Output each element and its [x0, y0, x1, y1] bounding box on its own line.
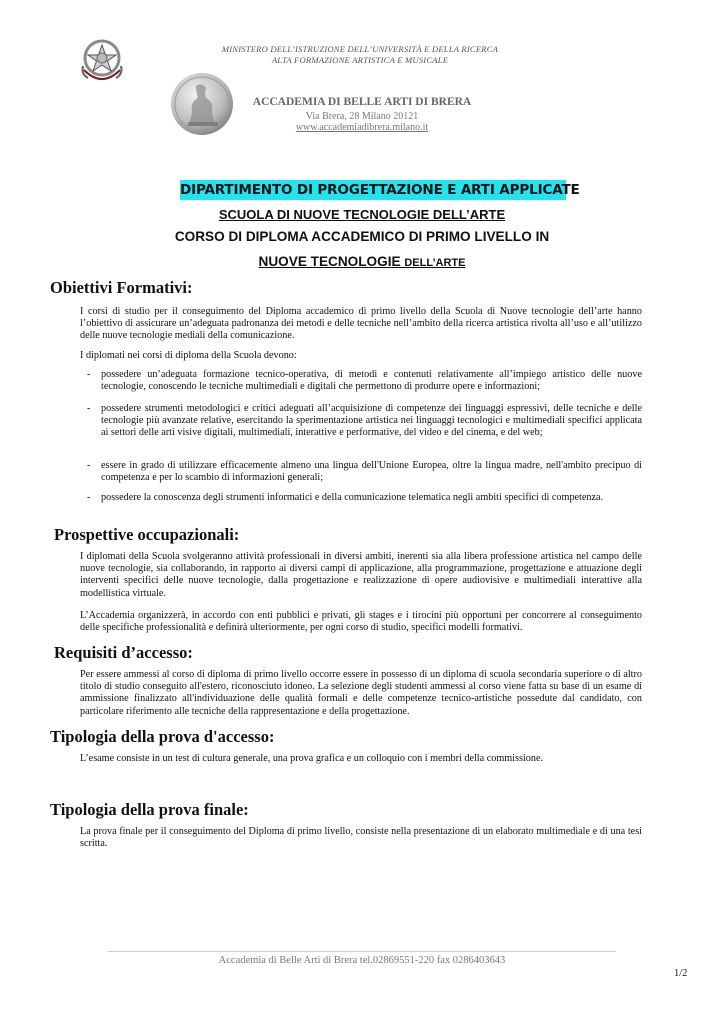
- heading-prova-finale: Tipologia della prova finale:: [50, 800, 249, 819]
- page-number: 1/2: [674, 968, 688, 979]
- prova-finale-paragraph: La prova finale per il conseguimento del Diploma di primo livello, consiste nella presentazione di un elaborato multimediale e di una tesi scritta.: [80, 826, 642, 850]
- heading-requisiti: Requisiti d’accesso:: [54, 643, 193, 662]
- list-dash: -: [87, 369, 91, 380]
- course-title-line-2: [120, 254, 604, 269]
- list-item-text: possedere un’adeguata formazione tecnico-operativa, di metodi e contenuti relativamente all’impiego artistico delle nuove tecnologie, conoscendo le tecniche multimediali e digitali che permettono di produrre opere e informazioni;: [101, 369, 642, 393]
- requisiti-paragraph-1: Per essere ammessi al corso di diploma di primo livello occorre essere in possesso di un diploma di scuola secondaria superiore o di altro titolo di studio conseguito all'estero, riconosciuto idoneo. La selezione degli studenti ammessi al corso viene fatta su base di un esame di ammissione finalizzato all'individuazione delle qualità formali e delle competenze tecnico-artistiche possedute dal candidato, con particolare riferimento alle tecniche della rappresentazione e della progettazione.: [80, 669, 642, 717]
- department-title: DIPARTIMENTO DI PROGETTAZIONE E ARTI APPLICATE: [180, 182, 580, 198]
- heading-obiettivi: Obiettivi Formativi:: [50, 278, 193, 297]
- heading-prova-accesso: Tipologia della prova d'accesso:: [50, 727, 275, 746]
- course-title-main: NUOVE TECNOLOGIE: [258, 254, 405, 269]
- academy-address: Via Brera, 28 Milano 20121: [305, 111, 419, 122]
- list-dash: -: [87, 460, 91, 471]
- obiettivi-paragraph-2: I diplomati nei corsi di diploma della Scuola devono:: [80, 350, 297, 361]
- ministry-line-1: MINISTERO DELL’ISTRUZIONE DELL’UNIVERSITÀ E DELLA RICERCA: [221, 44, 499, 54]
- academy-website-link[interactable]: www.accademiadibrera.milano.it: [295, 122, 429, 133]
- footer-divider: [108, 951, 616, 952]
- prospettive-paragraph-1: I diplomati della Scuola svolgeranno attività professionali in diversi ambiti, inerenti sia alla libera professione artistica nel campo delle nuove tecnologie, sia collaborando, in rapporto ai diversi campi di applicazione, alla programmazione, progettazione e attuazione degli interventi specifici delle nuove tecnologie, dalla progettazione e realizzazione di opere audiovisive e multimediali interattive alla modellistica virtuale.: [80, 551, 642, 599]
- list-item: [87, 460, 642, 484]
- ministry-line-2: ALTA FORMAZIONE ARTISTICA E MUSICALE: [271, 55, 449, 65]
- school-title: SCUOLA DI NUOVE TECNOLOGIE DELL’ARTE: [218, 207, 506, 222]
- academy-name: ACCADEMIA DI BELLE ARTI DI BRERA: [252, 96, 472, 108]
- list-item: [87, 369, 642, 393]
- list-item-text: possedere strumenti metodologici e critici adeguati all’acquisizione di competenze dei linguaggi espressivi, delle tecniche e delle tecnologie più avanzate relative, esercitando la sperimentazione artistica nei linguaggi tecnologici e multimediali specifici applicata ai settori delle arti visive digitali, multimediali, interattive e performative, del video e del cinema, e del web;: [101, 403, 642, 439]
- list-dash: -: [87, 403, 91, 414]
- prospettive-paragraph-2: L’Accademia organizzerà, in accordo con enti pubblici e privati, gli stages e i tirocini più opportuni per concorrere al conseguimento delle specifiche professionalità e definirà ulteriormente, per ogni corso di studio, specifici modelli formativi.: [80, 610, 642, 634]
- italian-republic-emblem-icon: [78, 36, 126, 86]
- prova-accesso-paragraph: L’esame consiste in un test di cultura generale, una prova grafica e un colloquio con i membri della commissione.: [80, 753, 544, 764]
- heading-prospettive: Prospettive occupazionali:: [54, 525, 240, 544]
- list-item-text: possedere la conoscenza degli strumenti informatici e della comunicazione telematica negli ambiti specifici di competenza.: [101, 492, 604, 503]
- course-title-small: DELL’ARTE: [404, 257, 466, 269]
- footer-contact: Accademia di Belle Arti di Brera tel.02869551-220 fax 0286403643: [218, 955, 506, 966]
- list-item: [87, 492, 642, 504]
- course-title-line-1: CORSO DI DIPLOMA ACCADEMICO DI PRIMO LIVELLO IN: [174, 229, 550, 244]
- obiettivi-paragraph-1: I corsi di studio per il conseguimento del Diploma accademico di primo livello della Scuola di Nuove tecnologie dell’arte hanno l’obiettivo di assicurare un’adeguata padronanza dei metodi e delle tecniche nell’ambito della ricerca artistica rivolta all’uso e all’utilizzo delle nuove tecnologie mediali della comunicazione.: [80, 306, 642, 342]
- academy-medal-logo-icon: [170, 72, 234, 136]
- list-item-text: essere in grado di utilizzare efficacemente almeno una lingua dell'Unione Europea, oltre la lingua madre, nell'ambito precipuo di competenza e per lo scambio di informazioni generali;: [101, 460, 642, 484]
- list-dash: -: [87, 492, 91, 503]
- list-item: [87, 403, 642, 440]
